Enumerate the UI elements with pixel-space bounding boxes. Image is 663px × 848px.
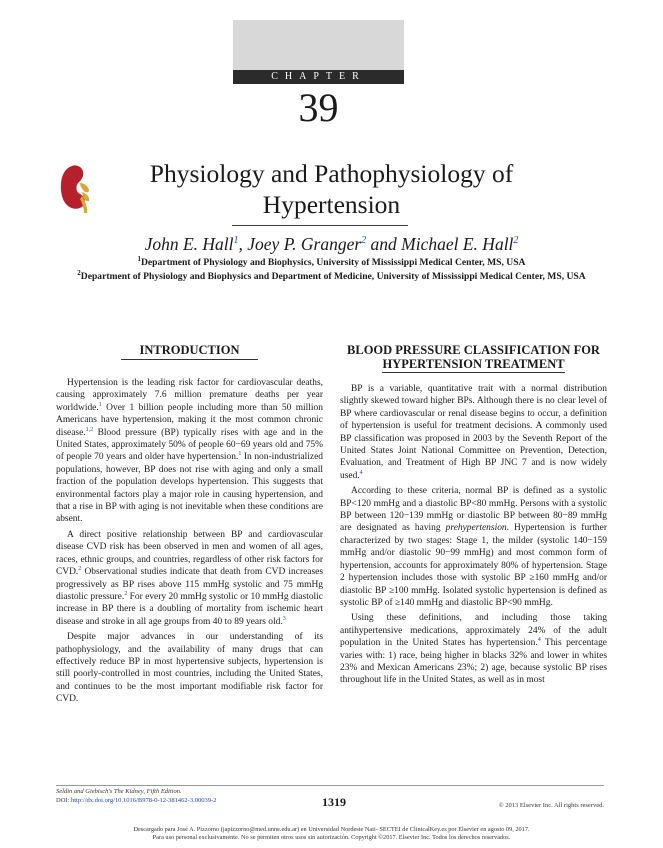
copyright-notice: © 2013 Elsevier Inc. All rights reserved.: [498, 802, 604, 809]
affiliation-text: Department of Physiology and Biophysics, University of Mississippi Medical Center, MS, USA: [141, 257, 526, 269]
footer-rule: [56, 785, 604, 786]
doi-line: DOI: http://dx.doi.org/10.1016/B978-0-12-381462-3.00039-2: [56, 796, 217, 804]
left-column: [56, 343, 323, 709]
section-heading-introduction: INTRODUCTION: [121, 343, 258, 360]
author-affiliation-ref[interactable]: 2: [513, 235, 519, 246]
paragraph: According to these criteria, normal BP is defined as a systolic BP<120 mmHg and a diastolic BP<80 mmHg. Persons with a systolic BP between 120−139 mmHg or diastolic BP between 80−89 mmHg are designated as having prehypertension. Hypertension is further characterized by two stages: Stage 1, the milder (systolic 140−159 mmHg and/or diastolic 90−99 mmHg) and most common form of hypertension, accounts for approximately 80% of hypertension. Stage 2 hypertension includes those with systolic BP ≥160 mmHg and/or diastolic BP ≥100 mmHg. Isolated systolic hypertension is defined as systolic BP of ≥140 mmHg and diastolic BP<90 mmHg.: [340, 486, 607, 608]
download-notice: [30, 826, 633, 842]
chapter-title: [110, 158, 553, 220]
citation-link[interactable]: 1: [238, 451, 242, 458]
affiliation-number: 2: [77, 269, 81, 277]
paragraph: Using these definitions, and including those taking antihypertensive medications, approximately 24% of the adult population in the United States has hypertension.$^4$ This percentage varies with: 1) race, being higher in blacks 32% and lower in whites 23% and Mexican Americans 23%; 2) age, because systolic BP rises throughout life in the United States, as well as in most: [340, 613, 608, 686]
chapter-number: 39: [298, 85, 339, 130]
right-column: [340, 343, 607, 690]
author-separator: ,: [238, 233, 248, 254]
paragraph: BP is a variable, quantitative trait with a normal distribution slightly skewed toward higher BPs. Although there is no clear level of BP where cardiovascular or renal disease begins to occur, a definition of hypertension is useful for treatment decisions. A commonly used BP classification was proposed in 2003 by the Seventh Report of the United States Joint National Committee on Prevention, Detection, Evaluation, and Treatment of High BP JNC 7 and is now widely used.$^4$: [340, 384, 607, 481]
affiliation: [60, 266, 603, 284]
download-line: Para uso personal exclusivamente. No se permiten otros usos sin autorización. Copyright ©2017. Elsevier Inc. Todos los derechos reservados.: [152, 834, 511, 841]
doi-link[interactable]: http://dx.doi.org/10.1016/B978-0-12-381462-3.00039-2: [70, 796, 217, 804]
author-name: Joey P. Granger: [247, 233, 362, 254]
section-heading-line1: BLOOD PRESSURE CLASSIFICATION FOR: [347, 343, 600, 357]
paragraph: Despite major advances in our understanding of its pathophysiology, and the availability of many drugs that can effectively reduce BP in most hypertensive subjects, hypertension is still poorly-controlled in most countries, including the United States, and continues to be the most important modifiable risk factor for CVD.: [56, 632, 323, 705]
citation-link[interactable]: 2: [78, 565, 82, 572]
book-title: Seldin and Giebisch's The Kidney, Fifth Edition.: [56, 788, 182, 795]
section-heading-classification: [340, 343, 607, 373]
paragraph: Hypertension is the leading risk factor for cardiovascular deaths, causing approximately 7.6 million premature deaths per year worldwide.$^1$ Over 1 billion people including more than 50 million Americans have hypertension, making it the most common chronic disease.$^{1,2}$ Blood pressure (BP) typically rises with age and in the United States, approximately 50% of people 60−69 years old and 75% of people 70 years and older have hypertension.$^1$ In non-industrialized populations, however, BP does not rise with aging and only a small fraction of the population develops hypertension. This suggests that environmental factors play a major role in causing hypertension, and that a rise in BP with aging is not inevitable when these conditions are absent.: [56, 378, 324, 525]
citation-link[interactable]: 1,2: [85, 426, 94, 433]
citation-link[interactable]: 4: [537, 636, 541, 643]
author-separator: and: [366, 233, 402, 254]
author-affiliation-ref[interactable]: 2: [361, 235, 367, 246]
citation-link[interactable]: 4: [359, 469, 363, 476]
paragraph: A direct positive relationship between BP and cardiovascular disease CVD risk has been observed in men and women of all ages, races, ethnic groups, and countries, regardless of other risk factors for CVD.$^2$ Observational studies indicate that death from CVD increases progressively as BP rises above 115 mmHg systolic and 75 mmHg diastolic pressure.$^2$ For every 20 mmHg systolic or 10 mmHg diastolic increase in BP there is a doubling of mortality from ischemic heart disease and stroke in all age groups from 40 to 89 years old.$^3$: [56, 529, 323, 627]
citation-link[interactable]: 3: [282, 615, 286, 622]
kidney-icon: [58, 163, 94, 213]
affiliation-number: 1: [137, 255, 141, 263]
chapter-label: CHAPTER: [233, 70, 404, 84]
affiliation-text: Department of Physiology and Biophysics and Department of Medicine, University of Mississippi Medical Center, MS, USA: [80, 271, 586, 283]
chapter-title-line1: Physiology and Pathophysiology of: [149, 159, 514, 188]
author-name: John E. Hall: [144, 233, 234, 254]
citation-link[interactable]: 2: [124, 590, 128, 597]
download-line: Descargado para José A. Pizzorno (japizzorno@med.unne.edu.ar) en Universidad Nordeste Nati- SECTEI de ClinicalKey.es por Elsevier en agosto 09, 2017.: [133, 826, 530, 833]
title-rule: [232, 225, 408, 226]
author-name: Michael E. Hall: [401, 233, 514, 254]
citation-link[interactable]: 1: [98, 401, 102, 408]
author-affiliation-ref[interactable]: 1: [233, 235, 239, 246]
section-heading-line2: HYPERTENSION TREATMENT: [382, 357, 565, 371]
footer-citation: [56, 788, 216, 805]
chapter-header-box: [233, 20, 404, 70]
chapter-title-line2: Hypertension: [262, 190, 401, 219]
page-number: 1319: [322, 795, 346, 809]
